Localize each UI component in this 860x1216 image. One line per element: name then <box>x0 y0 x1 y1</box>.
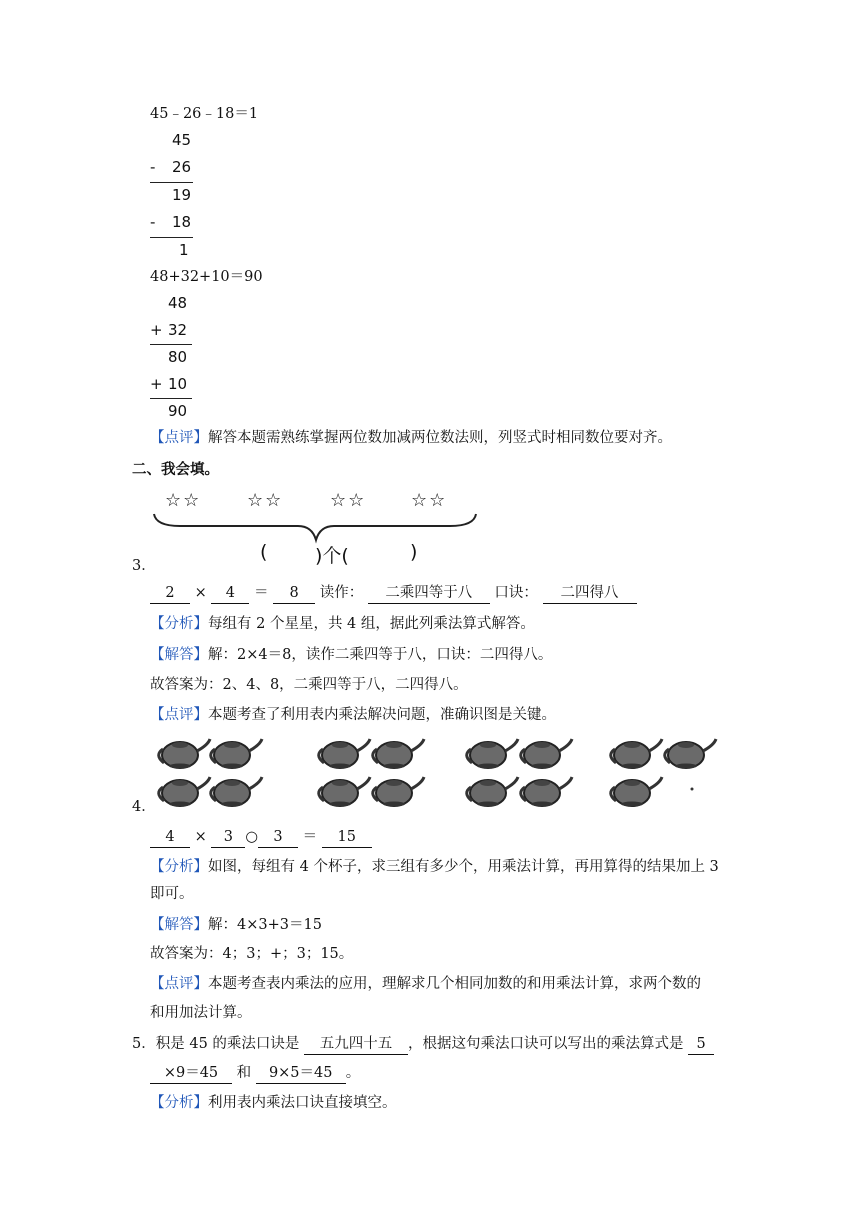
blank-2: 4 <box>211 583 249 604</box>
analysis-tag: 【分析】 <box>150 859 208 875</box>
q5-text: ，根据这句乘法口诀可以写出的乘法算式是 <box>408 1036 689 1052</box>
answer-4: 故答案为：4；3；+；3；15。 <box>150 946 354 962</box>
blank-rhyme: 二四得八 <box>543 583 637 604</box>
final-result: 90 <box>168 402 188 420</box>
q4-answer-line <box>150 827 372 848</box>
blank-paren-right: ) <box>410 541 418 563</box>
equals-sign: ＝ <box>253 585 269 601</box>
addend-2: 32 <box>168 321 188 339</box>
teapot-group-3 <box>467 739 572 807</box>
question-number: 5． <box>132 1036 156 1052</box>
star-group: ☆☆ <box>165 490 202 511</box>
teapot-group-4 <box>611 739 716 807</box>
partial-result: 19 <box>172 186 192 204</box>
analysis-text: 如图，每组有 4 个杯子，求三组有多少个，用乘法计算，再用算得的结果加上 3 <box>208 859 719 875</box>
blank-rhyme: 五九四十五 <box>304 1034 408 1055</box>
remark-3 <box>150 705 556 725</box>
times-sign: × <box>194 829 207 845</box>
subtrahend-1: 26 <box>172 158 192 176</box>
rhyme-label: 口诀： <box>494 585 538 601</box>
operator-2: - <box>150 213 156 231</box>
subtrahend-2: 18 <box>172 213 192 231</box>
solution-text: 解：2×4＝8，读作二乘四等于八，口诀：二四得八。 <box>208 647 553 663</box>
blank-3: 8 <box>273 583 315 604</box>
remark-text: 解答本题需熟练掌握两位数加减两位数法则，列竖式时相同数位要对齐。 <box>208 430 672 446</box>
divider-line <box>150 398 192 399</box>
question-number: 4． <box>132 799 156 815</box>
operator-2: + <box>150 375 163 393</box>
section-title: 二、我会填。 <box>132 461 219 478</box>
analysis-4-line-2: 即可。 <box>150 886 194 902</box>
blank-1: 4 <box>150 827 190 848</box>
read-label: 读作： <box>319 585 364 601</box>
remark-tag: 【点评】 <box>150 707 208 723</box>
operator-circle: ○ <box>245 829 259 845</box>
star-group: ☆☆ <box>330 490 367 511</box>
blank-2: 3 <box>211 827 245 848</box>
blank-equation-1-end: ×9＝45 <box>150 1063 232 1084</box>
remark-tag: 【点评】 <box>150 430 208 446</box>
partial-result: 80 <box>168 348 188 366</box>
q5-text: 积是 45 的乘法口诀是 <box>155 1036 305 1052</box>
remark-4-line-2: 和用加法计算。 <box>150 1005 252 1021</box>
q3-answer-line <box>150 583 637 604</box>
analysis-text: 每组有 2 个星星，共 4 组，据此列乘法算式解答。 <box>208 616 535 632</box>
divider-line <box>150 237 193 238</box>
analysis-text: 利用表内乘法口诀直接填空。 <box>208 1095 397 1111</box>
blank-paren-left: ( <box>260 541 268 563</box>
teapot-group-2 <box>319 739 424 807</box>
subtraction-equation: 45﹣26﹣18＝1 <box>150 106 259 122</box>
blank-1: 2 <box>150 583 190 604</box>
period: 。 <box>345 1065 361 1081</box>
blank-equation-1-start: 5 <box>688 1034 714 1055</box>
operator-1: + <box>150 321 163 339</box>
addend-3: 10 <box>168 375 188 393</box>
analysis-3 <box>150 614 535 634</box>
analysis-tag: 【分析】 <box>150 616 208 632</box>
solution-tag: 【解答】 <box>150 917 208 933</box>
solution-4 <box>150 915 322 935</box>
and-text: 和 <box>232 1065 256 1081</box>
remark-1 <box>150 428 672 448</box>
solution-text: 解：4×3+3＝15 <box>208 917 322 933</box>
final-result: 1 <box>179 241 189 259</box>
remark-tag: 【点评】 <box>150 976 208 992</box>
addition-equation: 48+32+10＝90 <box>150 269 263 285</box>
minuend: 45 <box>172 131 192 149</box>
blank-4: 15 <box>322 827 372 848</box>
remark-4-line-1 <box>150 974 701 994</box>
blank-3: 3 <box>258 827 298 848</box>
divider-line <box>150 182 193 183</box>
blank-equation-2: 9×5＝45 <box>256 1063 346 1084</box>
blank-paren-mid: )个( <box>315 545 349 567</box>
remark-text: 本题考查了利用表内乘法解决问题，准确识图是关键。 <box>208 707 556 723</box>
analysis-5 <box>150 1093 397 1113</box>
q5-line-1 <box>132 1034 714 1055</box>
operator-1: - <box>150 158 156 176</box>
solution-3 <box>150 645 552 665</box>
solution-tag: 【解答】 <box>150 647 208 663</box>
equals-sign: ＝ <box>302 829 318 845</box>
addend-1: 48 <box>168 294 188 312</box>
analysis-tag: 【分析】 <box>150 1095 208 1111</box>
times-sign: × <box>194 585 207 601</box>
question-number: 3． <box>132 558 156 574</box>
remark-text: 本题考查表内乘法的应用，理解求几个相同加数的和用乘法计算，求两个数的 <box>208 976 701 992</box>
brace-icon <box>150 510 480 544</box>
q5-line-2 <box>150 1063 360 1084</box>
divider-line <box>150 344 192 345</box>
answer-3: 故答案为：2、4、8，二乘四等于八，二四得八。 <box>150 677 468 693</box>
analysis-4-line-1 <box>150 857 719 877</box>
blank-read: 二乘四等于八 <box>368 583 490 604</box>
star-group: ☆☆ <box>411 490 448 511</box>
star-group: ☆☆ <box>247 490 284 511</box>
teapots-figure <box>150 733 730 813</box>
teapot-group-1 <box>159 739 262 807</box>
